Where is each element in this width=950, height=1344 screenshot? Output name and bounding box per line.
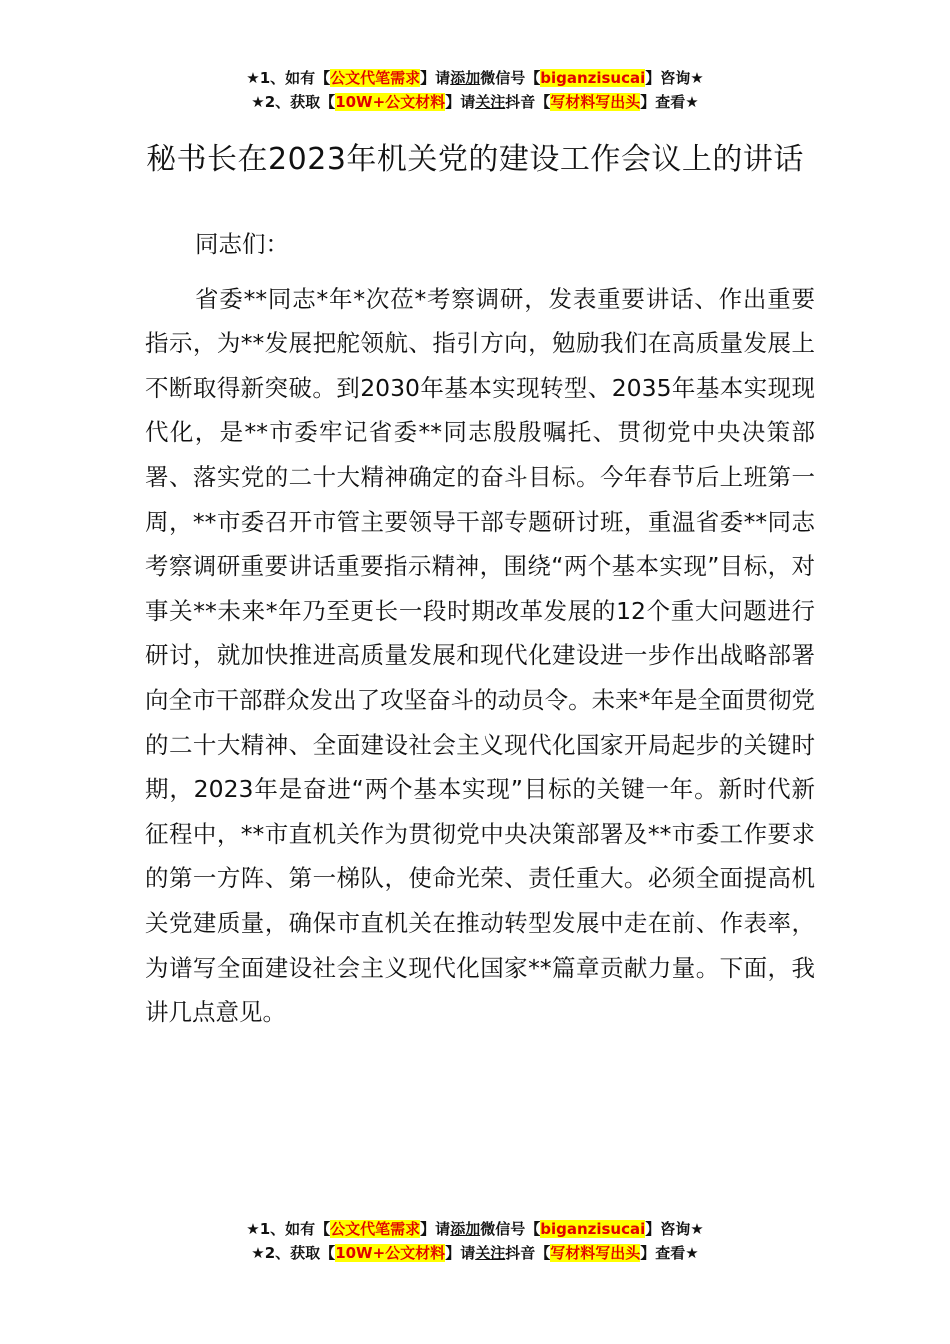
notice-line-2 <box>0 1241 950 1265</box>
notice-text: ★1、如有【 <box>246 69 331 87</box>
notice-line-1 <box>0 1217 950 1241</box>
notice-text: 抖音【 <box>505 1244 551 1262</box>
notice-text: 】查看★ <box>640 1244 699 1262</box>
header-notice <box>0 66 950 114</box>
body-paragraph: 省委**同志*年*次莅*考察调研，发表重要讲话、作出重要指示，为**发展把舵领航、指引方向，勉励我们在高质量发展上不断取得新突破。到2030年基本实现转型、2035年基本实现现代化，是**市委牢记省委**同志殷殷嘱托、贯彻党中央决策部署、落实党的二十大精神确定的奋斗目标。今年春节后上班第一周，**市委召开市管主要领导干部专题研讨班，重温省委**同志考察调研重要讲话重要指示精神，围绕“两个基本实现”目标，对事关**未来*年乃至更长一段时期改革发展的12个重大问题进行研讨，就加快推进高质量发展和现代化建设进一步作出战略部署向全市干部群众发出了攻坚奋斗的动员令。未来*年是全面贯彻党的二十大精神、全面建设社会主义现代化国家开局起步的关键时期，2023年是奋进“两个基本实现”目标的关键一年。新时代新征程中，**市直机关作为贯彻党中央决策部署及**市委工作要求的第一方阵、第一梯队，使命光荣、责任重大。必须全面提高机关党建质量，确保市直机关在推动转型发展中走在前、作表率，为谱写全面建设社会主义现代化国家**篇章贡献力量。下面，我讲几点意见。 <box>145 284 815 1027</box>
notice-highlight: 10W+公文材料 <box>335 1244 446 1262</box>
notice-text: 】咨询★ <box>645 69 704 87</box>
notice-text: 】咨询★ <box>645 1220 704 1238</box>
notice-highlight: 写材料写出头 <box>550 1244 641 1262</box>
notice-line-2 <box>0 90 950 114</box>
notice-highlight: 写材料写出头 <box>550 93 641 111</box>
notice-underline: 关注 <box>475 93 506 111</box>
notice-highlight: 10W+公文材料 <box>335 93 446 111</box>
notice-text: 微信号【 <box>480 69 541 87</box>
greeting: 同志们： <box>195 230 289 258</box>
notice-underline: 关注 <box>475 1244 506 1262</box>
document-body <box>145 222 815 1035</box>
notice-highlight: biganzisucai <box>540 1220 646 1238</box>
notice-text: ★1、如有【 <box>246 1220 331 1238</box>
notice-highlight: 公文代笔需求 <box>330 1220 421 1238</box>
notice-text: 】查看★ <box>640 93 699 111</box>
notice-text: 】请 <box>420 1220 451 1238</box>
notice-text: 微信号【 <box>480 1220 541 1238</box>
notice-text: ★2、获取【 <box>251 93 336 111</box>
notice-highlight: 公文代笔需求 <box>330 69 421 87</box>
notice-line-1 <box>0 66 950 90</box>
notice-underline: 添加 <box>450 1220 481 1238</box>
notice-text: ★2、获取【 <box>251 1244 336 1262</box>
notice-underline: 添加 <box>450 69 481 87</box>
notice-text: 】请 <box>445 1244 476 1262</box>
notice-highlight: biganzisucai <box>540 69 646 87</box>
notice-text: 】请 <box>420 69 451 87</box>
notice-text: 】请 <box>445 93 476 111</box>
footer-notice <box>0 1217 950 1265</box>
notice-text: 抖音【 <box>505 93 551 111</box>
document-title: 秘书长在2023年机关党的建设工作会议上的讲话 <box>146 142 804 178</box>
